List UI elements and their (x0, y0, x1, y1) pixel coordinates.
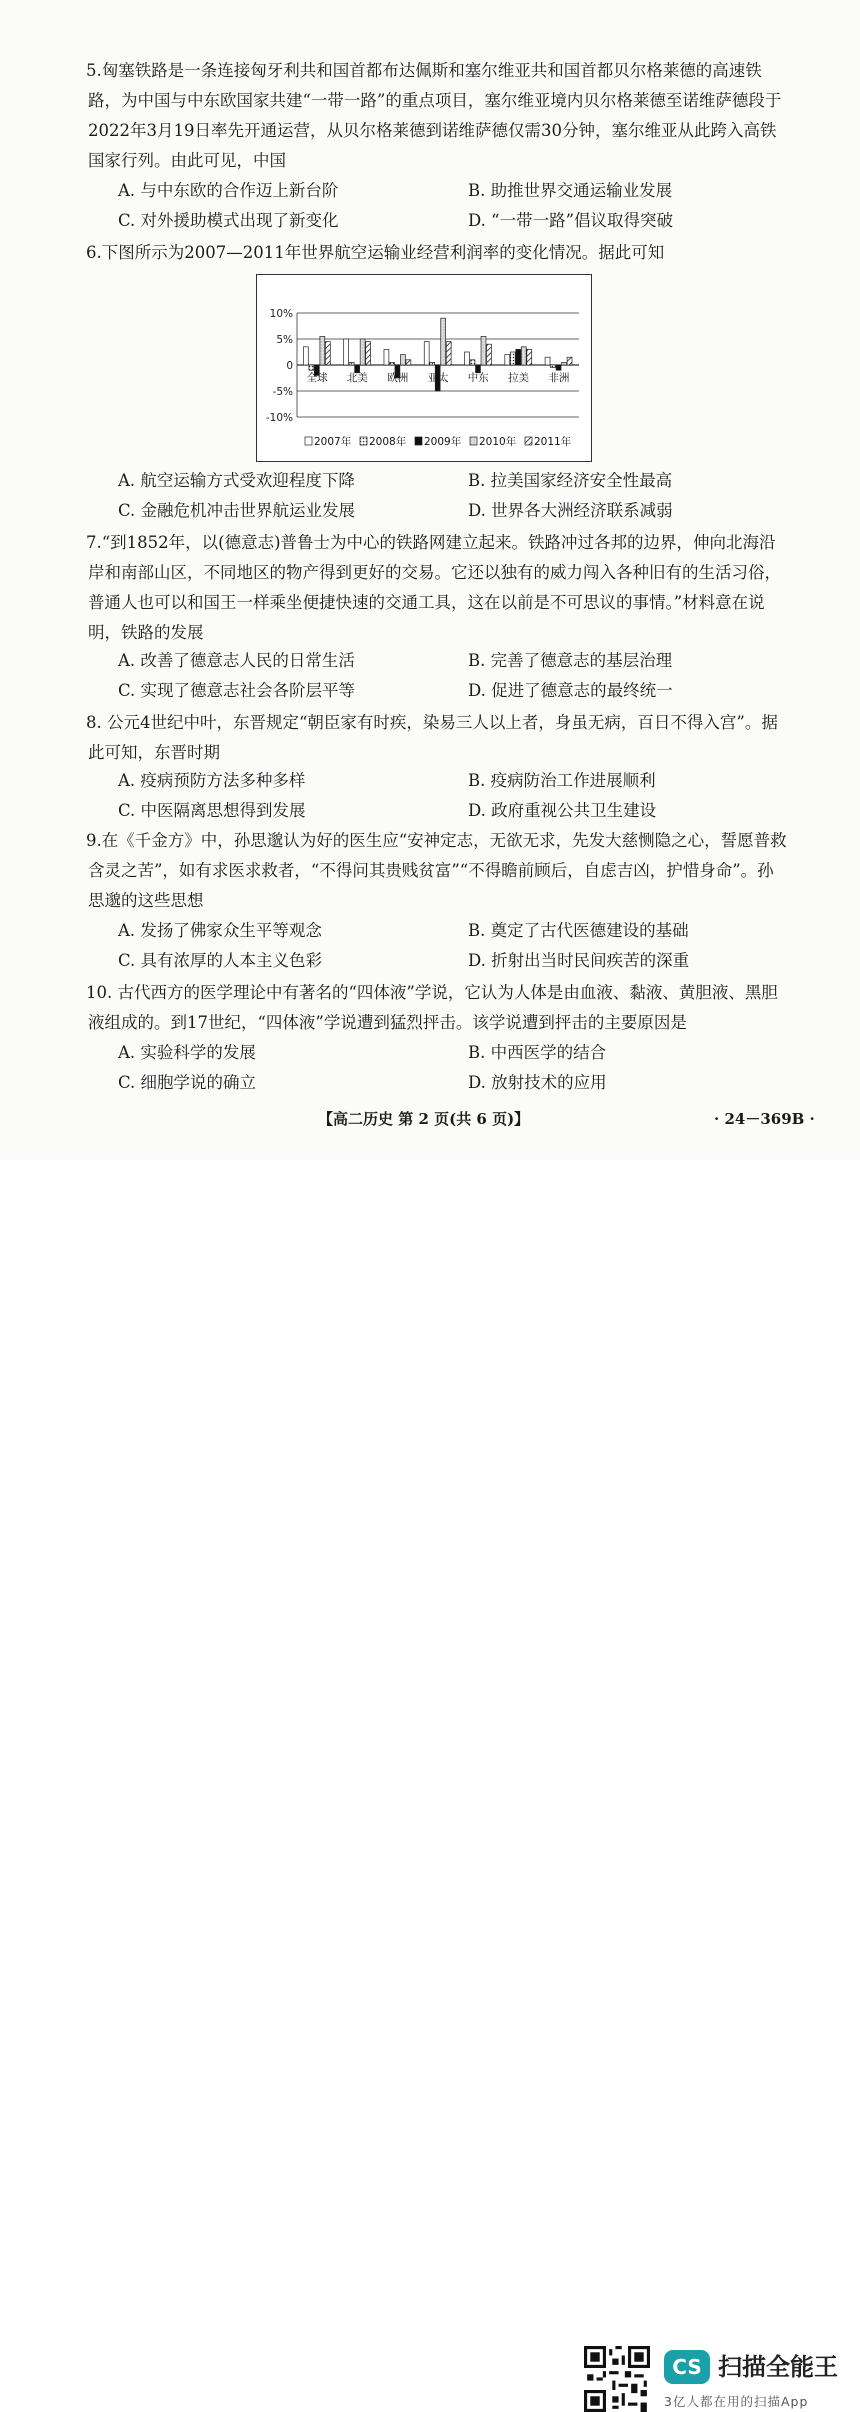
question-8 (88, 708, 788, 768)
question-7 (88, 528, 788, 648)
bar (470, 360, 475, 365)
category-label: 非洲 (548, 372, 570, 384)
bar (303, 347, 308, 365)
legend-label: 2011年 (534, 436, 572, 448)
question-10-option-a: A. 实验科学的发展 (118, 1043, 256, 1062)
bar (465, 352, 470, 365)
bar (521, 347, 526, 365)
question-5 (88, 56, 788, 176)
question-8-option-b: B. 疫病防治工作进展顺利 (468, 771, 656, 790)
bar (384, 349, 389, 365)
question-9-option-c: C. 具有浓厚的人本主义色彩 (118, 951, 323, 970)
bar (551, 365, 556, 368)
bar (562, 362, 567, 365)
y-tick-label: 10% (269, 308, 293, 320)
bar (366, 342, 371, 365)
question-5-option-d: D. “一带一路”倡议取得突破 (468, 211, 674, 230)
bar (309, 365, 314, 370)
question-6-option-a: A. 航空运输方式受欢迎程度下降 (118, 471, 355, 490)
y-tick-label: 0 (286, 360, 293, 372)
bar (344, 339, 349, 365)
legend-swatch (525, 437, 532, 445)
question-6-option-d: D. 世界各大洲经济联系减弱 (468, 501, 673, 520)
bar (567, 357, 572, 365)
question-10-option-d: D. 放射技术的应用 (468, 1073, 607, 1092)
question-5-option-a: A. 与中东欧的合作迈上新台阶 (118, 181, 339, 200)
legend-swatch (305, 437, 312, 445)
qr-code-icon (584, 2346, 650, 2412)
question-10-option-b: B. 中西医学的结合 (468, 1043, 607, 1062)
bar (545, 357, 550, 365)
bar (320, 336, 325, 365)
question-10-option-c: C. 细胞学说的确立 (118, 1073, 257, 1092)
question-10-stem: 10. 古代西方的医学理论中有著名的“四体液”学说，它认为人体是由血液、黏液、黄胆液、黑胆液组成的。到17世纪，“四体液”学说遭到猛烈抨击。该学说遭到抨击的主要原因是 (86, 983, 778, 1032)
bar (349, 362, 354, 365)
bar (424, 342, 429, 365)
category-label: 中东 (467, 372, 489, 384)
legend-swatch (470, 437, 477, 445)
scanner-watermark-bar (0, 1160, 860, 2409)
bar (446, 342, 451, 365)
bar (481, 336, 486, 365)
question-9-option-b: B. 奠定了古代医德建设的基础 (468, 921, 689, 940)
exam-page (0, 0, 860, 1160)
category-label: 北美 (346, 372, 368, 384)
legend-label: 2008年 (369, 436, 407, 448)
bar (487, 344, 492, 365)
bar (325, 342, 330, 365)
legend-swatch (415, 437, 422, 445)
bar (556, 365, 561, 370)
bar (360, 339, 365, 365)
y-tick-label: -5% (272, 386, 293, 398)
question-8-option-c: C. 中医隔离思想得到发展 (118, 801, 306, 820)
profit-rate-chart (256, 274, 592, 462)
question-9 (88, 826, 788, 916)
bar (516, 349, 521, 365)
legend-label: 2007年 (314, 436, 352, 448)
bar (510, 352, 515, 365)
exam-code: · 24－369B · (714, 1110, 815, 1128)
question-6-option-b: B. 拉美国家经济安全性最高 (468, 471, 673, 490)
question-10 (88, 978, 788, 1038)
question-7-option-d: D. 促进了德意志的最终统一 (468, 681, 673, 700)
question-9-option-d: D. 折射出当时民间疾苦的深重 (468, 951, 690, 970)
question-7-option-c: C. 实现了德意志社会各阶层平等 (118, 681, 356, 700)
bar (441, 318, 446, 365)
question-7-option-a: A. 改善了德意志人民的日常生活 (118, 651, 355, 670)
bar (406, 360, 411, 365)
question-5-option-b: B. 助推世界交通运输业发展 (468, 181, 673, 200)
question-6-stem: 6.下图所示为2007—2011年世界航空运输业经营利润率的变化情况。据此可知 (86, 243, 665, 262)
bar (389, 362, 394, 365)
question-8-option-d: D. 政府重视公共卫生建设 (468, 801, 657, 820)
bar (430, 362, 435, 365)
cs-logo-icon: CS (664, 2350, 710, 2384)
bar (505, 355, 510, 365)
question-7-option-b: B. 完善了德意志的基层治理 (468, 651, 673, 670)
legend-swatch (360, 437, 367, 445)
category-label: 全球 (306, 372, 328, 384)
question-8-option-a: A. 疫病预防方法多种多样 (118, 771, 306, 790)
bar (400, 355, 405, 365)
category-label: 拉美 (508, 372, 530, 384)
question-8-stem: 8. 公元4世纪中叶，东晋规定“朝臣家有时疾，染易三人以上者，身虽无病，百日不得入宫”。据此可知，东晋时期 (86, 713, 778, 762)
legend-label: 2010年 (479, 436, 517, 448)
legend-label: 2009年 (424, 436, 462, 448)
question-6 (88, 238, 788, 268)
page-number: 【高二历史 第 2 页(共 6 页)】 (318, 1110, 530, 1128)
question-5-option-c: C. 对外援助模式出现了新变化 (118, 211, 339, 230)
bar (527, 349, 532, 365)
chart-svg (257, 275, 591, 461)
scanner-app-slogan: 3亿人都在用的扫描App (664, 2394, 809, 2409)
question-9-stem: 9.在《千金方》中，孙思邈认为好的医生应“安神定志，无欲无求，先发大慈恻隐之心，誓愿普救含灵之苦”，如有求医求救者，“不得问其贵贱贫富”“不得瞻前顾后，自虑吉凶，护惜身命”。孙思邈的这些思想 (86, 831, 787, 910)
question-5-stem: 5.匈塞铁路是一条连接匈牙利共和国首都布达佩斯和塞尔维亚共和国首都贝尔格莱德的高速铁路，为中国与中东欧国家共建“一带一路”的重点项目，塞尔维亚境内贝尔格莱德至诺维萨德段于2022年3月19日率先开通运营，从贝尔格莱德到诺维萨德仅需30分钟，塞尔维亚从此跨入高铁国家行列。由此可见，中国 (86, 61, 782, 170)
y-tick-label: -10% (265, 412, 293, 424)
question-9-option-a: A. 发扬了佛家众生平等观念 (118, 921, 322, 940)
question-7-stem: 7.“到1852年，以(德意志)普鲁士为中心的铁路网建立起来。铁路冲过各邦的边界，伸向北海沿岸和南部山区，不同地区的物产得到更好的交易。它还以独有的威力闯入各种旧有的生活习俗，普通人也可以和国王一样乘坐便捷快速的交通工具，这在以前是不可思议的事情。”材料意在说明，铁路的发展 (86, 533, 781, 642)
category-label: 欧洲 (387, 372, 409, 384)
scanner-app-name: 扫描全能王 (718, 2353, 838, 2381)
category-label: 亚太 (427, 372, 449, 384)
question-6-option-c: C. 金融危机冲击世界航运业发展 (118, 501, 356, 520)
y-tick-label: 5% (276, 334, 293, 346)
